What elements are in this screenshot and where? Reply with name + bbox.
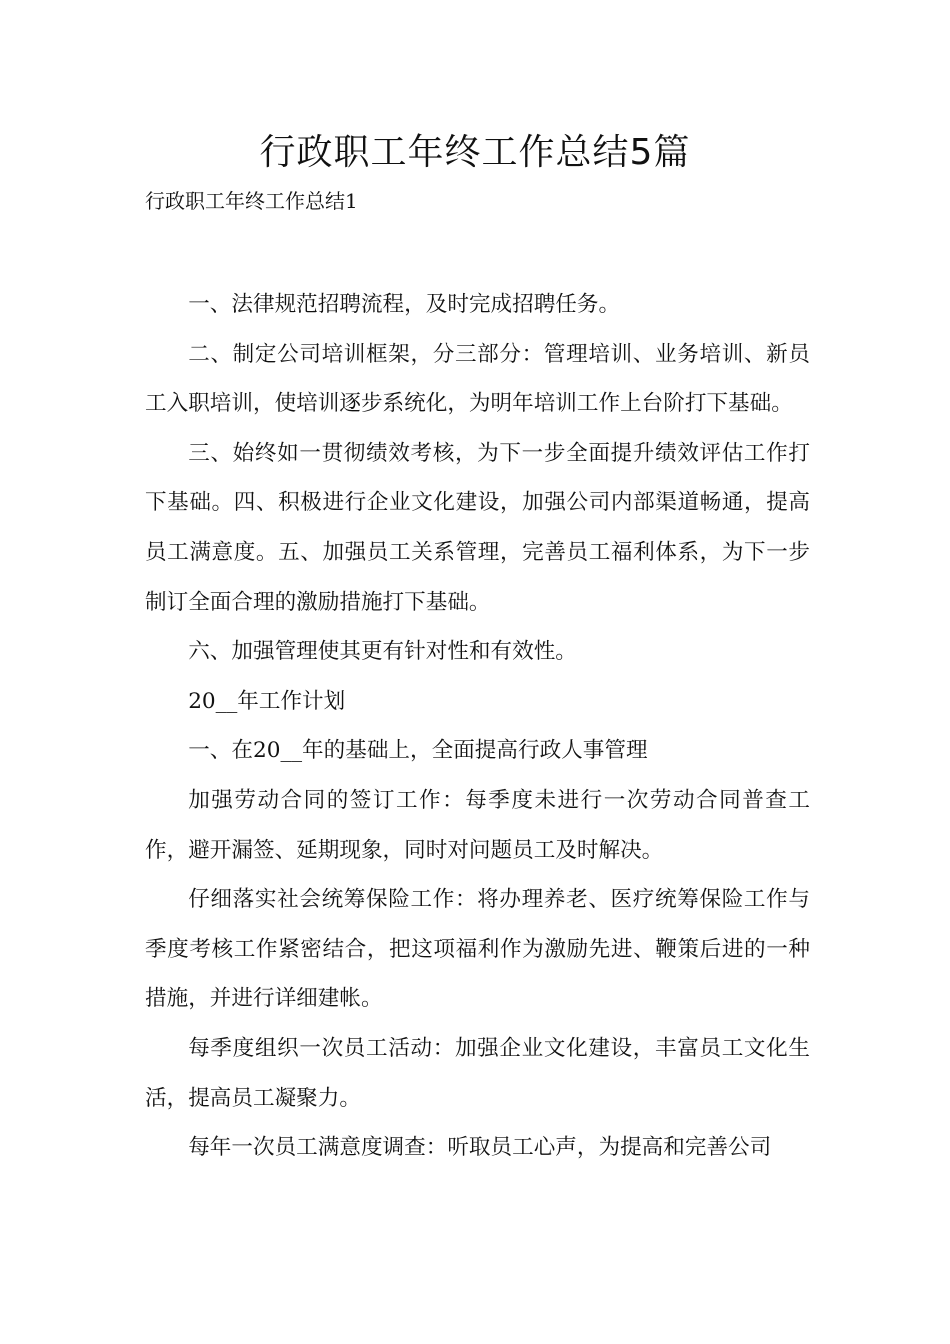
paragraph: 仔细落实社会统筹保险工作：将办理养老、医疗统筹保险工作与季度考核工作紧密结合，把这项福利作为激励先进、鞭策后进的一种措施，并进行详细建帐。 xyxy=(145,887,810,1012)
paragraph: 20__年工作计划 xyxy=(188,688,346,714)
paragraph: 一、在20__年的基础上，全面提高行政人事管理 xyxy=(188,738,648,764)
document-body xyxy=(145,280,810,1173)
paragraph: 加强劳动合同的签订工作：每季度未进行一次劳动合同普查工作，避开漏签、延期现象，同时对问题员工及时解决。 xyxy=(145,787,810,863)
document-title: 行政职工年终工作总结5篇 xyxy=(259,132,691,173)
paragraph: 三、始终如一贯彻绩效考核，为下一步全面提升绩效评估工作打下基础。四、积极进行企业文化建设，加强公司内部渠道畅通，提高员工满意度。五、加强员工关系管理，完善员工福利体系，为下一步制订全面合理的激励措施打下基础。 xyxy=(145,440,810,615)
paragraph: 六、加强管理使其更有针对性和有效性。 xyxy=(188,639,577,665)
document-subtitle: 行政职工年终工作总结1 xyxy=(145,189,358,213)
paragraph: 二、制定公司培训框架，分三部分：管理培训、业务培训、新员工入职培训，使培训逐步系统化，为明年培训工作上台阶打下基础。 xyxy=(145,341,810,417)
paragraph: 每年一次员工满意度调查：听取员工心声，为提高和完善公司 xyxy=(188,1135,772,1161)
paragraph: 每季度组织一次员工活动：加强企业文化建设，丰富员工文化生活，提高员工凝聚力。 xyxy=(145,1035,810,1111)
paragraph: 一、法律规范招聘流程，及时完成招聘任务。 xyxy=(188,292,621,317)
